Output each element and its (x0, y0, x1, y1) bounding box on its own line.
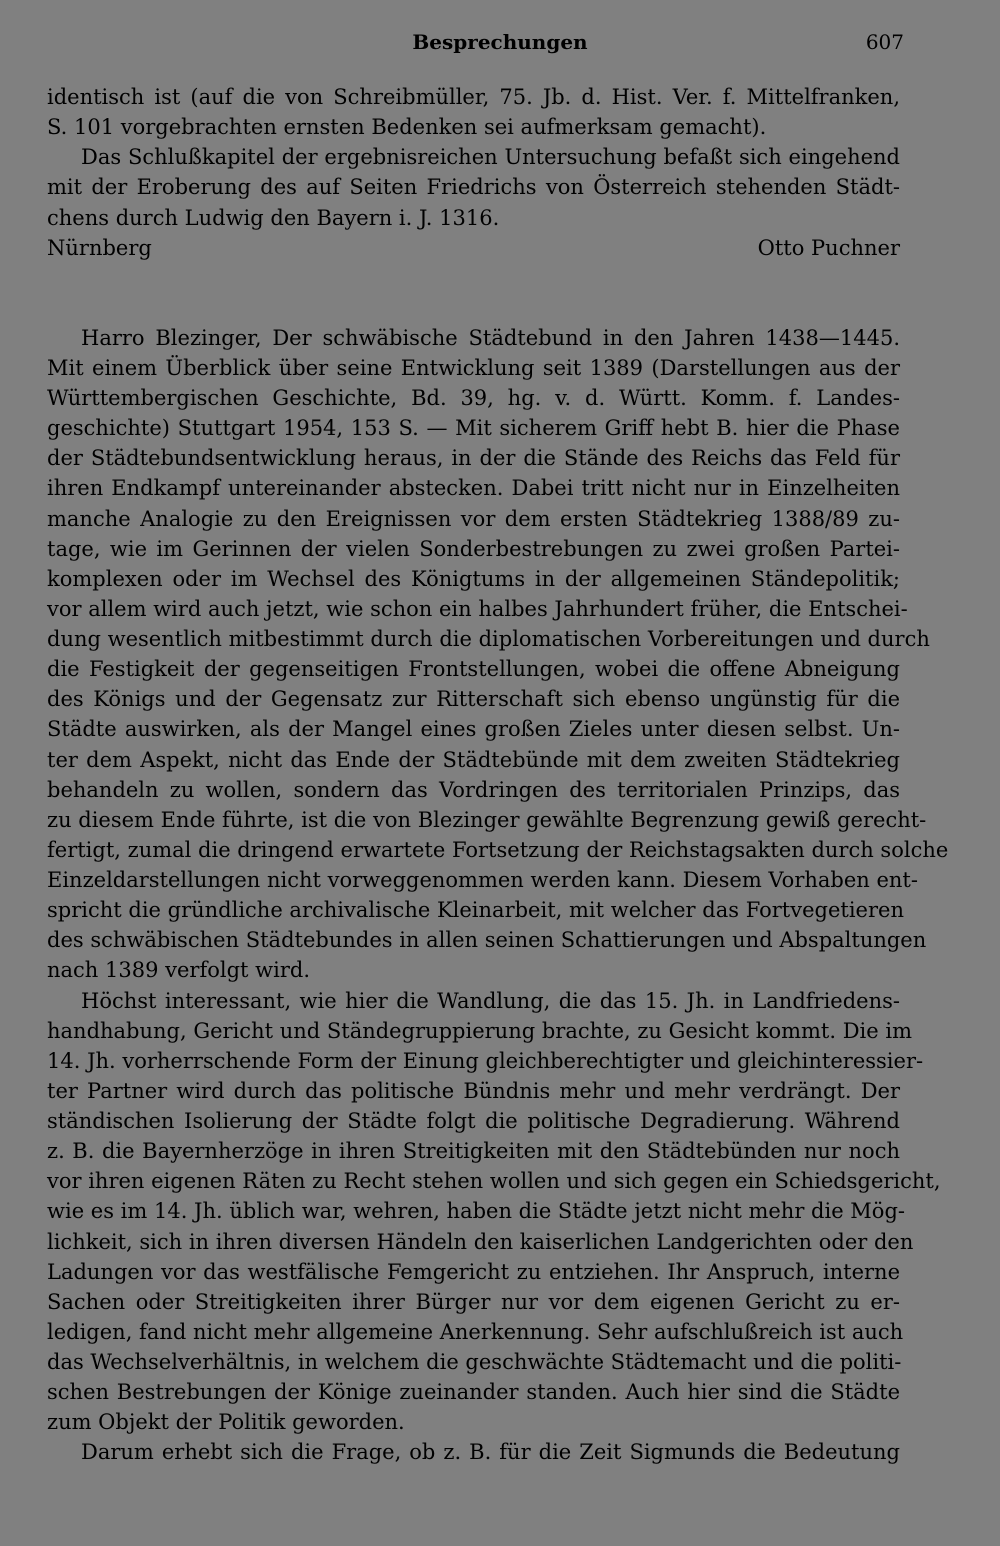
text-line: dung wesentlich mitbestimmt durch die diplomatischen Vorbereitungen und durch (47, 627, 930, 651)
text-line: manche Analogie zu den Ereignissen vor dem ersten Städtekrieg 1388/89 zu- (47, 506, 900, 531)
text-line: des Königs und der Gegensatz zur Ritterschaft sich ebenso ungünstig für die (47, 687, 900, 712)
text-line: Höchst interessant, wie hier die Wandlung, die das 15. Jh. in Landfriedens- (81, 988, 900, 1013)
signature-line (47, 233, 900, 263)
text-line: tage, wie im Gerinnen der vielen Sonderbestrebungen zu zwei großen Partei- (47, 536, 900, 561)
text-line: handhabung, Gericht und Ständegruppierung brachte, zu Gesicht kommt. Die im (47, 1018, 912, 1043)
text-line: ihren Endkampf untereinander abstecken. Dabei tritt nicht nur in Einzelheiten (47, 476, 900, 501)
text-line: ständischen Isolierung der Städte folgt die politische Degradierung. Während (47, 1109, 900, 1133)
text-body (47, 82, 949, 1468)
text-line: vor allem wird auch jetzt, wie schon ein halbes Jahrhundert früher, die Entschei- (47, 596, 908, 621)
text-line: Einzeldarstellungen nicht vorweggenommen werden kann. Diesem Vorhaben ent- (47, 868, 918, 892)
text-line: zum Objekt der Politik geworden. (47, 1410, 405, 1435)
page-number: 607 (865, 30, 904, 54)
text-line: Sachen oder Streitigkeiten ihrer Bürger nur vor dem eigenen Gericht zu er- (47, 1289, 900, 1314)
text-line: nach 1389 verfolgt wird. (47, 958, 310, 983)
text-line: komplexen oder im Wechsel des Königtums in der allgemeinen Ständepolitik; (47, 566, 900, 591)
text-line: Darum erhebt sich die Frage, ob z. B. für die Zeit Sigmunds die Bedeutung (81, 1440, 900, 1465)
text-line: des schwäbischen Städtebundes in allen seinen Schattierungen und Abspaltungen (47, 928, 927, 953)
text-line: ledigen, fand nicht mehr allgemeine Anerkennung. Sehr aufschlußreich ist auch (47, 1319, 904, 1344)
spacer (47, 263, 900, 323)
text-line: identisch ist (auf die von Schreibmüller, 75. Jb. d. Hist. Ver. f. Mittelfranken, (47, 85, 900, 109)
text-line: vor ihren eigenen Räten zu Recht stehen wollen und sich gegen ein Schiedsgericht, (47, 1169, 941, 1194)
text-line: fertigt, zumal die dringend erwartete Fortsetzung der Reichstagsakten durch solche (47, 837, 949, 862)
text-line: Städte auswirken, als der Mangel eines großen Zieles unter diesen selbst. Un- (47, 717, 900, 742)
text-line: Das Schlußkapitel der ergebnisreichen Untersuchung befaßt sich eingehend (81, 145, 900, 170)
text-line: Ladungen vor das westfälische Femgericht zu entziehen. Ihr Anspruch, interne (47, 1259, 900, 1284)
text-line: schen Bestrebungen der Könige zueinander standen. Auch hier sind die Städte (47, 1380, 900, 1405)
text-line: Mit einem Überblick über seine Entwicklung seit 1389 (Darstellungen aus der (47, 355, 900, 380)
text-line: 14. Jh. vorherrschende Form der Einung gleichberechtigter und gleichinteressier- (47, 1048, 924, 1073)
signature-place: Nürnberg (47, 235, 152, 260)
text-line: Harro Blezinger, Der schwäbische Städtebund in den Jahren 1438—1445. (81, 325, 900, 350)
text-line: mit der Eroberung des auf Seiten Friedrichs von Österreich stehenden Städt- (47, 175, 900, 200)
text-line: S. 101 vorgebrachten ernsten Bedenken sei aufmerksam gemacht). (47, 115, 767, 140)
text-line: die Festigkeit der gegenseitigen Frontstellungen, wobei die offene Abneigung (47, 657, 900, 682)
text-line: behandeln zu wollen, sondern das Vordringen des territorialen Prinzips, das (47, 777, 900, 802)
text-line: geschichte) Stuttgart 1954, 153 S. — Mit sicherem Griff hebt B. hier die Phase (47, 416, 900, 441)
text-line: Württembergischen Geschichte, Bd. 39, hg. v. d. Württ. Komm. f. Landes- (47, 386, 900, 410)
text-line: wie es im 14. Jh. üblich war, wehren, haben die Städte jetzt nicht mehr die Mög- (47, 1199, 905, 1224)
text-line: chens durch Ludwig den Bayern i. J. 1316. (47, 205, 500, 230)
running-title: Besprechungen (412, 30, 588, 54)
page-header (0, 30, 1000, 64)
text-line: lichkeit, sich in ihren diversen Händeln den kaiserlichen Landgerichten oder den (47, 1229, 914, 1254)
text-line: zu diesem Ende führte, ist die von Blezinger gewählte Begrenzung gewiß gerecht- (47, 807, 927, 832)
text-line: der Städtebundsentwicklung heraus, in der die Stände des Reichs das Feld für (47, 446, 900, 471)
text-line: ter dem Aspekt, nicht das Ende der Städtebünde mit dem zweiten Städtekrieg (47, 747, 900, 772)
text-line: spricht die gründliche archivalische Kleinarbeit, mit welcher das Fortvegetieren (47, 898, 904, 923)
text-line: z. B. die Bayernherzöge in ihren Streitigkeiten mit den Städtebünden nur noch (47, 1139, 900, 1164)
signature-author: Otto Puchner (757, 235, 900, 260)
text-line: das Wechselverhältnis, in welchem die geschwächte Städtemacht und die politi- (47, 1350, 902, 1374)
text-line: ter Partner wird durch das politische Bündnis mehr und mehr verdrängt. Der (47, 1078, 900, 1103)
